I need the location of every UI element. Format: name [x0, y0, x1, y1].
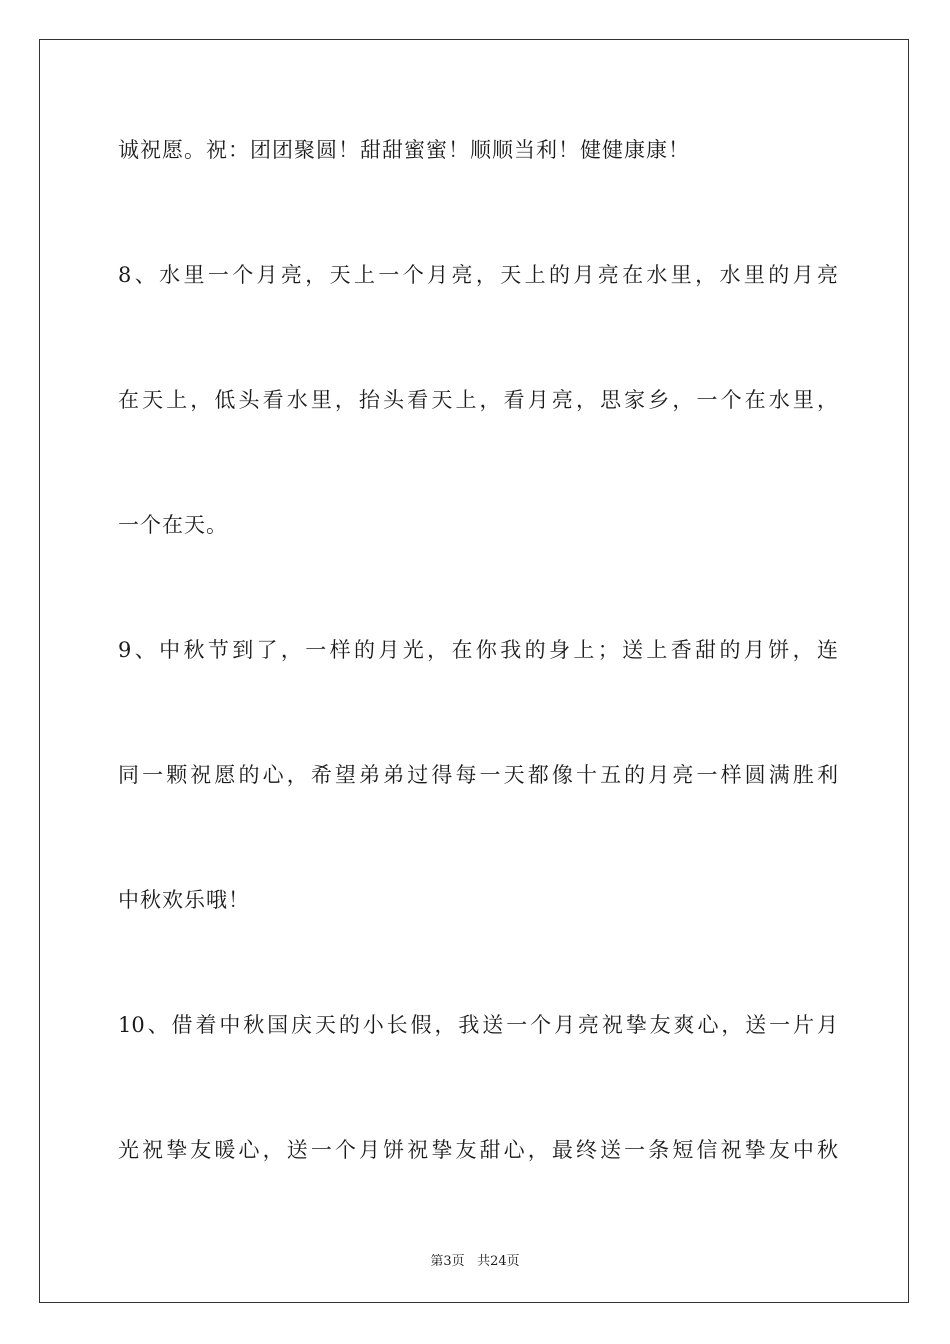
text-line-5: 9、中秋节到了，一样的月光，在你我的身上；送上香甜的月饼，连	[118, 638, 838, 662]
page-footer	[0, 1250, 950, 1269]
text-line-2: 8、水里一个月亮，天上一个月亮，天上的月亮在水里，水里的月亮	[118, 263, 838, 287]
text-line-6: 同一颗祝愿的心，希望弟弟过得每一天都像十五的月亮一样圆满胜利	[118, 763, 838, 787]
text-line-8: 10、借着中秋国庆天的小长假，我送一个月亮祝挚友爽心，送一片月	[118, 1013, 838, 1037]
text-line-7: 中秋欢乐哦！	[118, 888, 250, 912]
text-line-9: 光祝挚友暖心，送一个月饼祝挚友甜心，最终送一条短信祝挚友中秋	[118, 1138, 838, 1162]
page-number: 第3页	[430, 1254, 465, 1269]
page-frame	[39, 39, 909, 1303]
text-line-4: 一个在天。	[118, 513, 228, 537]
total-pages: 共24页	[477, 1254, 520, 1269]
text-line-1: 诚祝愿。祝：团团聚圆！甜甜蜜蜜！顺顺当利！健健康康！	[118, 138, 690, 162]
text-line-3: 在天上，低头看水里，抬头看天上，看月亮，思家乡，一个在水里，	[118, 388, 838, 412]
